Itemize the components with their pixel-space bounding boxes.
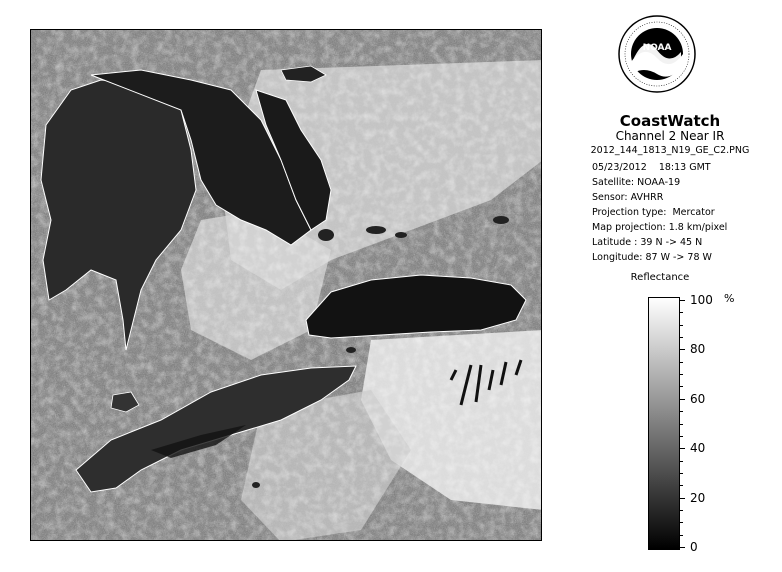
colorbar-tick-mark	[680, 399, 685, 400]
colorbar-tick-label: 100	[690, 293, 713, 307]
colorbar-minor-tick	[680, 386, 683, 387]
legend-unit: %	[724, 292, 735, 305]
colorbar-tick-label: 20	[690, 490, 706, 505]
noaa-logo	[617, 14, 697, 94]
sensor-info: Sensor: AVHRR	[592, 192, 664, 203]
reflectance-colorbar	[648, 297, 680, 550]
map-image	[31, 30, 542, 541]
app-title: CoastWatch	[619, 112, 721, 130]
projection-type: Projection type: Mercator	[592, 207, 715, 218]
colorbar-minor-tick	[680, 535, 683, 536]
colorbar-minor-tick	[680, 510, 683, 511]
legend-title: Reflectance	[630, 272, 690, 283]
colorbar-tick-label: 40	[690, 441, 706, 456]
colorbar-minor-tick	[680, 374, 683, 375]
longitude-range: Longitude: 87 W -> 78 W	[592, 252, 712, 263]
map-projection: Map projection: 1.8 km/pixel	[592, 222, 728, 233]
colorbar-tick-mark	[680, 498, 685, 499]
colorbar-tick-label: 80	[690, 342, 706, 357]
colorbar-tick-mark	[680, 547, 685, 548]
colorbar-tick-mark	[680, 448, 685, 449]
colorbar-minor-tick	[680, 424, 683, 425]
colorbar-minor-tick	[680, 473, 683, 474]
colorbar-minor-tick	[680, 461, 683, 462]
latitude-range: Latitude : 39 N -> 45 N	[592, 237, 703, 248]
colorbar-minor-tick	[680, 436, 683, 437]
colorbar-minor-tick	[680, 411, 683, 412]
metadata-block	[592, 160, 727, 265]
colorbar-tick-label: 60	[690, 391, 706, 406]
date-time: 05/23/2012 18:13 GMT	[592, 162, 711, 173]
channel-subtitle: Channel 2 Near IR	[615, 129, 725, 143]
colorbar-minor-tick	[680, 337, 683, 338]
logo-text: NOAA	[642, 43, 672, 53]
colorbar-minor-tick	[680, 522, 683, 523]
colorbar-minor-tick	[680, 362, 683, 363]
colorbar-minor-tick	[680, 325, 683, 326]
satellite-map[interactable]	[30, 29, 542, 541]
image-filename: 2012_144_1813_N19_GE_C2.PNG	[590, 145, 750, 156]
colorbar-tick-mark	[680, 349, 685, 350]
colorbar-tick-mark	[680, 300, 685, 301]
colorbar-minor-tick	[680, 312, 683, 313]
colorbar-tick-label: 0	[690, 540, 698, 554]
colorbar-minor-tick	[680, 485, 683, 486]
satellite-info: Satellite: NOAA-19	[592, 177, 681, 188]
